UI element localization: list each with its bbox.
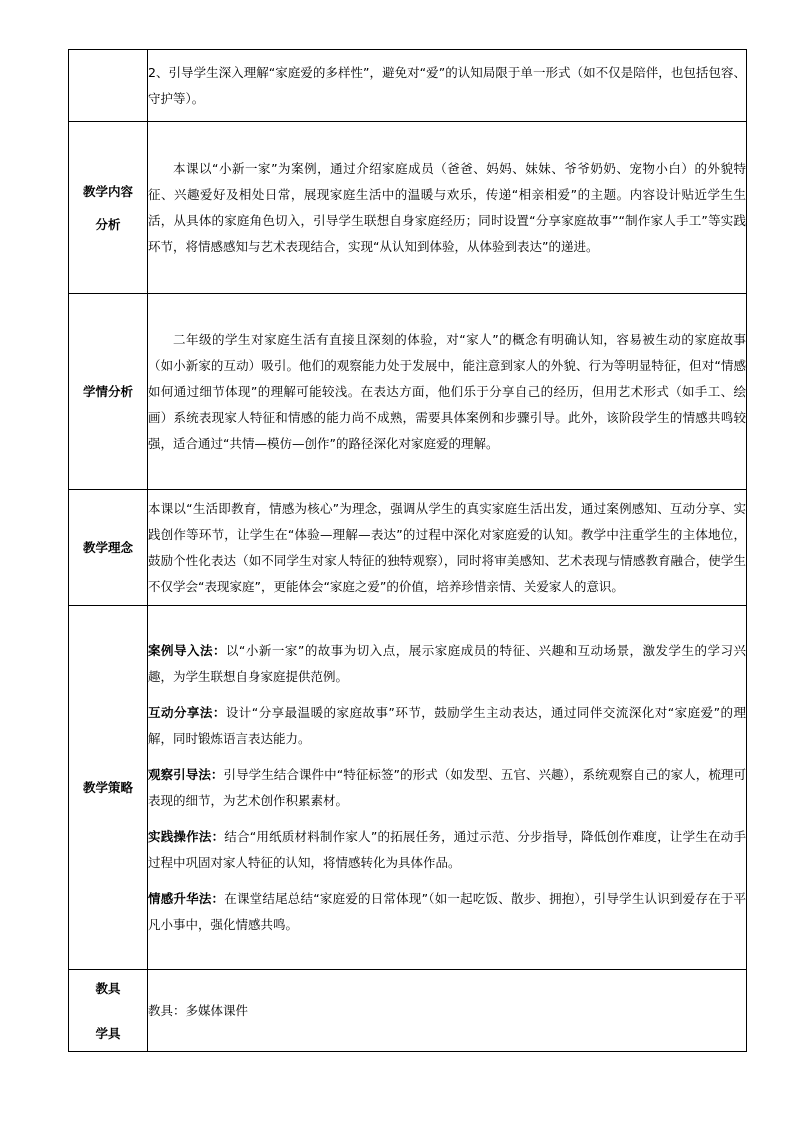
strategy-item xyxy=(148,638,746,690)
label-line-1: 教学内容 xyxy=(82,183,133,199)
label-line-1: 教具 xyxy=(95,980,121,996)
strategy-item-title: 情感升华法： xyxy=(148,890,225,906)
student-analysis-text: 二年级的学生对家庭生活有直接且深刻的体验，对“家人”的概念有明确认知，容易被生动的家庭故事（如小新家的互动）吸引。他们的观察能力处于发展中，能注意到家人的外貌、行为等明显特征，但对“情感如何通过细节体现”的理解可能较浅。在表达方面，他们乐于分享自己的经历，但用艺术形式（如手工、绘画）系统表现家人特征和情感的能力尚不成熟，需要具体案例和步骤引导。此外，该阶段学生的情感共鸣较强，适合通过“共情—模仿—创作”的路径深化对家庭爱的理解。 xyxy=(148,294,747,490)
intro-text: 2、引导学生深入理解“家庭爱的多样性”，避免对“爱”的认知局限于单一形式（如不仅是陪伴，也包括包容、守护等）。 xyxy=(148,50,747,122)
lesson-plan-table xyxy=(68,49,747,1052)
strategy-item-title: 观察引导法： xyxy=(148,766,224,782)
row-label-tools xyxy=(69,970,148,1052)
strategy-item-title: 案例导入法： xyxy=(148,642,226,658)
strategy-item-title: 互动分享法： xyxy=(148,704,226,720)
tools-text: 教具：多媒体课件 xyxy=(148,970,747,1052)
strategy-item-text: 以“小新一家”的故事为切入点，展示家庭成员的特征、兴趣和互动场景，激发学生的学习兴趣，为学生联想自身家庭提供范例。 xyxy=(148,642,746,684)
strategy-item xyxy=(148,824,746,876)
strategy-item-text: 设计“分享最温暖的家庭故事”环节，鼓励学生主动表达，通过同伴交流深化对“家庭爱”的理解，同时锻炼语言表达能力。 xyxy=(148,704,746,746)
label-line-2: 分析 xyxy=(95,216,121,232)
table-row-tools xyxy=(69,970,747,1052)
row-label-student-analysis: 学情分析 xyxy=(69,294,148,490)
table-row-student-analysis xyxy=(69,294,747,490)
strategy-item-text: 在课堂结尾总结“家庭爱的日常体现”（如一起吃饭、散步、拥抱），引导学生认识到爱存在于平凡小事中，强化情感共鸣。 xyxy=(148,890,746,932)
teaching-strategy-list xyxy=(148,606,747,970)
table-row-intro xyxy=(69,50,747,122)
table-row-teaching-strategy xyxy=(69,606,747,970)
strategy-item xyxy=(148,762,746,814)
table-row-teaching-philosophy xyxy=(69,490,747,606)
row-label-teaching-philosophy: 教学理念 xyxy=(69,490,148,606)
table-row-content-analysis xyxy=(69,122,747,294)
label-line-2: 学具 xyxy=(95,1025,121,1041)
row-label-content-analysis xyxy=(69,122,148,294)
strategy-item xyxy=(148,700,746,752)
content-analysis-text: 本课以“小新一家”为案例，通过介绍家庭成员（爸爸、妈妈、妹妹、爷爷奶奶、宠物小白）的外貌特征、兴趣爱好及相处日常，展现家庭生活中的温暖与欢乐，传递“相亲相爱”的主题。内容设计贴近学生生活，从具体的家庭角色切入，引导学生联想自身家庭经历；同时设置“分享家庭故事”“制作家人手工”等实践环节，将情感感知与艺术表现结合，实现“从认知到体验，从体验到表达”的递进。 xyxy=(148,122,747,294)
teaching-philosophy-text: 本课以“生活即教育，情感为核心”为理念，强调从学生的真实家庭生活出发，通过案例感知、互动分享、实践创作等环节，让学生在“体验—理解—表达”的过程中深化对家庭爱的认知。教学中注重学生的主体地位，鼓励个性化表达（如不同学生对家人特征的独特观察），同时将审美感知、艺术表现与情感教育融合，使学生不仅学会“表现家庭”，更能体会“家庭之爱”的价值，培养珍惜亲情、关爱家人的意识。 xyxy=(148,490,747,606)
strategy-item xyxy=(148,886,746,938)
strategy-item-text: 结合“用纸质材料制作家人”的拓展任务，通过示范、分步指导，降低创作难度，让学生在动手过程中巩固对家人特征的认知，将情感转化为具体作品。 xyxy=(148,828,746,870)
strategy-item-text: 引导学生结合课件中“特征标签”的形式（如发型、五官、兴趣），系统观察自己的家人，梳理可表现的细节，为艺术创作积累素材。 xyxy=(148,766,746,808)
row-label-teaching-strategy: 教学策略 xyxy=(69,606,148,970)
row-label-empty xyxy=(69,50,148,122)
strategy-item-title: 实践操作法： xyxy=(148,828,225,844)
